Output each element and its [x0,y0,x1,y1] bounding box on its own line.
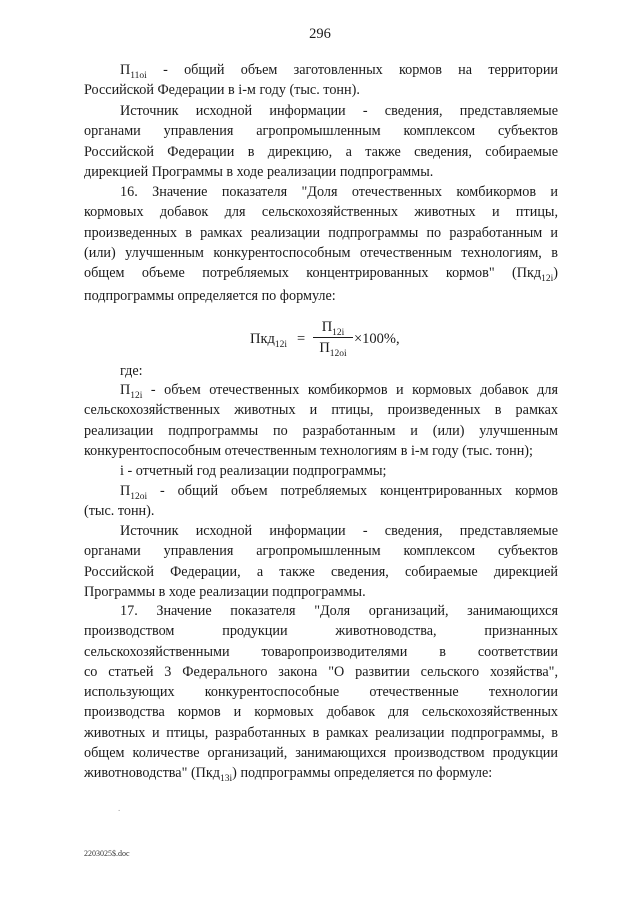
text-line: Российской Федерации в i-м году (тыс. тонн). [84,82,360,99]
text-line: животных и птицы, разработанных в рамках реализации подпрограммы, в [84,724,558,741]
text-line: произведенных в рамках реализации подпрограммы по разработанным и [84,224,558,241]
text-line: $П_{12oi}$ - общий объем потребляемых концентрированных кормов [120,483,558,502]
text-line: органами управления агропромышленным комплексом субъектов [84,123,558,140]
formula-fraction [313,318,353,357]
text-line: 16. Значение показателя "Доля отечественных комбикормов и [120,184,558,200]
text-line: Источник исходной информации - сведения, представляемые [120,103,558,119]
paragraph-p11oi-definition [84,60,558,101]
file-name-footer: 2203025$.doc [84,849,130,858]
text-line: конкурентоспособным отечественным технологиям в i-м году (тыс. тонн); [84,442,533,459]
text-line: сельскохозяйственными товаропроизводителями в соответствии [84,643,558,660]
text-line: Источник исходной информации - сведения, представляемые [120,523,558,539]
text-line: производством продукции животноводства, признанных [84,623,558,640]
paragraph-item-17 [84,601,558,784]
paragraph-source-1 [84,101,558,182]
text-line: дирекцией Программы в ходе реализации подпрограммы. [84,163,434,180]
text-line: 17. Значение показателя "Доля организаций, занимающихся [120,603,558,619]
formula-numerator: $П_{12i}$ [321,319,345,338]
formula-equals: = [297,331,306,347]
text-line: (тыс. тонн). [84,503,155,520]
paragraph-source-2 [84,521,558,602]
text-line: животноводства" (Пкд$_{13i}$) подпрограммы определяется по формуле: [84,765,493,785]
text-line: подпрограммы определяется по формуле: [84,288,336,305]
text-line: использующих конкурентоспособные отечественные технологии [84,684,558,701]
text-line: реализации подпрограммы по разработанным и (или) улучшенным [84,422,558,439]
text-line: $П_{12i}$ - объем отечественных комбикормов и кормовых добавок для [120,382,558,401]
paragraph-p12oi-definition [84,481,558,522]
text-line: производства кормов и кормовых добавок для сельскохозяйственных [84,704,558,721]
scan-dot: . [118,803,121,813]
text-line: Российской Федерации в дирекцию, а также сведения, собираемые [84,143,558,160]
text-line: общем объеме потребляемых концентрированных кормов" (Пкд$_{12i}$) [84,265,558,285]
formula-denominator: $П_{12oi}$ [319,340,347,359]
paragraph-i-definition: i - отчетный год реализации подпрограммы; [120,463,387,479]
text-line: (или) улучшенным конкурентоспособным отечественным технологиям, в [84,244,558,261]
formula-lhs: Пкд$_{12i}$ [250,331,288,350]
where-label: где: [120,363,143,379]
text-line: общем количестве организаций, занимающихся производством продукции [84,745,558,762]
text-line: Российской Федерации, а также сведения, собираемые дирекцией [84,563,558,580]
formula-multiplier: ×100%, [354,331,400,347]
text-line: Программы в ходе реализации подпрограммы. [84,583,366,600]
paragraph-item-16 [84,182,558,307]
text-line: $П_{11oi}$ - общий объем заготовленных кормов на территории [120,62,558,81]
text-line: сельскохозяйственных животных и птицы, произведенных в рамках [84,402,558,419]
page-number: 296 [309,26,331,42]
paragraph-p12i-definition [84,380,558,461]
formula-pkd12i [250,318,410,358]
text-line: кормовых добавок для сельскохозяйственных животных и птицы, [84,204,558,221]
text-line: со статьей 3 Федерального закона "О развитии сельского хозяйства", [84,663,558,680]
text-line: органами управления агропромышленным комплексом субъектов [84,543,558,560]
